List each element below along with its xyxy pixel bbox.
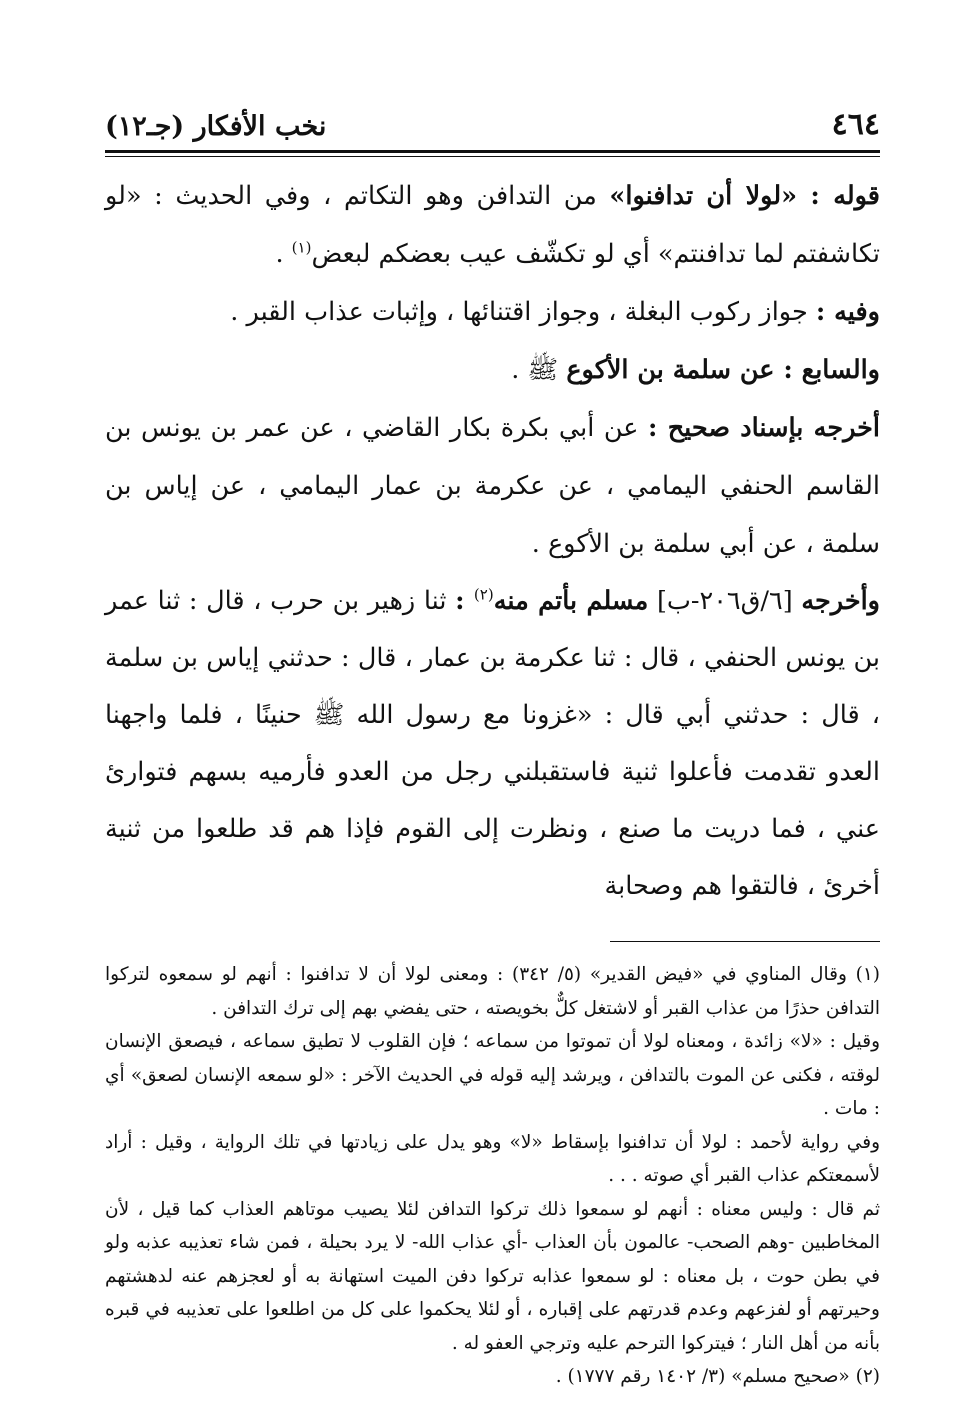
paragraph-1-lead: قوله : «لولا أن تدافنوا» (609, 181, 880, 211)
paragraph-1-text: من التدافن وهو التكاتم ، وفي الحديث : «لو تكاشفتم لما تدافنتم» أي لو تكشّف عيب بعضكم لبعض (105, 181, 880, 269)
paragraph-1 (105, 167, 880, 283)
footnote-ref-1[interactable]: (١) (291, 238, 312, 257)
paragraph-2-lead: وفيه : (815, 297, 880, 327)
paragraph-3 (105, 341, 880, 399)
footnote-1: (١) وقال المناوي في «فيض القدير» (٥/ ٣٤٢) : ومعنى لولا أن لا تدافنوا : أنهم لو سمعوه لتركوا التدافن حذرًا من عذاب القبر أو لاشتغل كلٌّ بخويصته ، حتى يفضي بهم إلى ترك التدافن . (105, 964, 880, 1019)
paragraph-5-lead-3: : (455, 586, 474, 616)
paragraph-3-end: . (511, 355, 528, 385)
paragraph-5-text: ثنا زهير بن حرب ، قال : ثنا عمر بن يونس الحنفي ، قال : ثنا عكرمة بن عمار ، قال : حدثني إياس بن سلمة ، قال : حدثني أبي قال : «غزونا مع رسول الله ﷺ حنينًا ، فلما واجهنا العدو تقدمت فأعلوا ثنية فاستقبلني رجل من العدو فأرميه بسهم فتوارئ عني ، فما دريت ما صنع ، ونظرت إلى القوم فإذا هم قد طلعوا من ثنية أخرئ ، فالتقوا هم وصحابة (105, 586, 880, 901)
page (105, 96, 880, 1394)
book-title: نخب الأفكار (جـ١٢) (105, 111, 327, 142)
page-number: ٤٦٤ (831, 107, 880, 142)
page-header (105, 96, 880, 140)
footnote-1-cont-c: ثم قال : وليس معناه : أنهم لو سمعوا ذلك تركوا التدافن لئلا يصيب موتاهم العذاب كما قيل ، لأن المخاطبين -وهم الصحب- عالمون بأن العذاب -أي عذاب الله- لا يرد بحيلة ، فمن شاء تعذيبه عذبه ولو في بطن حوت ، بل معناه : لو سمعوا عذابه تركوا دفن الميت استهانة به أو لعجزهم عنه لدهشتهم وحيرتهم أو لفزعهم وعدم قدرتهم على إقباره ، أو لئلا يحكموا على كل من اطلعوا على تعذيبه في قبره بأنه من أهل النار ؛ فيتركوا الترحم عليه وترجي العفو له . (105, 1198, 880, 1354)
footnote-1-cont-a: وقيل : «لا» زائدة ، ومعناه لولا أن تموتوا من سماعه ؛ فإن القلوب لا تطيق سماعه ، فيصعق الإنسان لوقته ، فكنى عن الموت بالتدافن ، ويرشد إليه قوله في الحديث الآخر : «لو سمعه الإنسان لصعق» أي : مات . (105, 1031, 880, 1119)
paragraph-4-lead: أخرجه بإسناد صحيح : (648, 413, 880, 443)
main-text (105, 167, 880, 915)
footnote-1-cont-b: وفي رواية لأحمد : لولا أن تدافنوا بإسقاط «لا» وهو يدل على زيادتها في تلك الرواية ، وقيل : أراد لأسمعتكم عذاب القبر أي صوته . . . (105, 1131, 880, 1186)
header-rule-thin (105, 156, 880, 157)
paragraph-2 (105, 283, 880, 341)
paragraph-5-lead: وأخرجه (801, 586, 880, 616)
footnotes (105, 958, 880, 1394)
header-rule-thick (105, 150, 880, 153)
folio-marker: [٦/ق٢٠٦-ب] (648, 586, 802, 616)
paragraph-1-end: . (275, 239, 292, 269)
footnote-ref-2[interactable]: (٢) (473, 585, 494, 604)
honorific-glyph: ﷺ (527, 355, 567, 385)
paragraph-3-lead: والسابع : عن سلمة بن الأكوع (566, 355, 880, 385)
paragraph-5-lead-2: مسلم بأتم منه (493, 586, 649, 616)
footnote-2: (٢) «صحيح مسلم» (٣/ ١٤٠٢ رقم ١٧٧٧) . (555, 1366, 880, 1387)
paragraph-4 (105, 399, 880, 573)
paragraph-2-text: جواز ركوب البغلة ، وجواز اقتنائها ، وإثبات عذاب القبر . (230, 297, 816, 327)
footnote-separator (610, 941, 880, 942)
paragraph-4-text: عن أبي بكرة بكار القاضي ، عن عمر بن يونس بن القاسم الحنفي اليمامي ، عن عكرمة بن عمار اليمامي ، عن إياس بن سلمة ، عن أبي سلمة بن الأكوع . (105, 413, 880, 559)
paragraph-5 (105, 573, 880, 915)
